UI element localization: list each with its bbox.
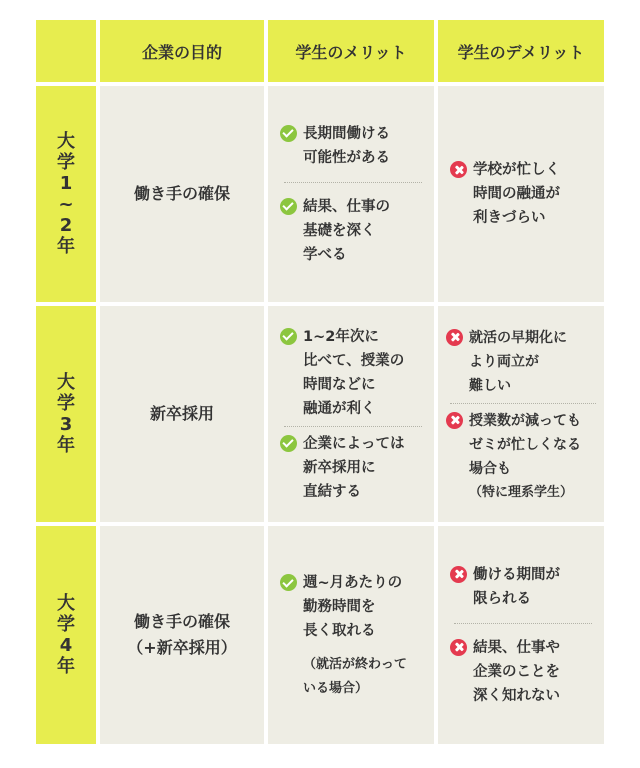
x-circle-icon	[450, 566, 467, 583]
merit-item	[280, 116, 426, 176]
merit-note: （就活が終わって いる場合）	[303, 657, 407, 696]
table-row-year-3	[36, 306, 604, 522]
year-label-3	[36, 306, 96, 522]
demerit-text: 結果、仕事や 企業のことを 深く知れない	[473, 639, 560, 704]
merit-text: 企業によっては 新卒採用に 直結する	[303, 435, 405, 500]
check-circle-icon	[280, 198, 297, 215]
year-label-4	[36, 526, 96, 744]
year-label-char: 2	[59, 215, 73, 236]
demerit-cell	[438, 86, 604, 302]
purpose-cell: 働き手の確保 （+新卒採用）	[100, 526, 264, 744]
year-label-1-2	[36, 86, 96, 302]
demerit-text: 学校が忙しく 時間の融通が 利きづらい	[473, 162, 560, 226]
year-label-char: 年	[57, 236, 75, 257]
year-label-char: 1	[59, 173, 73, 194]
merit-cell	[268, 86, 434, 302]
year-label-char: 大	[57, 372, 75, 393]
merit-item	[280, 430, 426, 506]
demerit-text: 就活の早期化に より両立が 難しい	[469, 329, 567, 394]
year-label-char: 3	[59, 414, 73, 435]
check-circle-icon	[280, 574, 297, 591]
year-label-char: 年	[57, 656, 75, 677]
merit-item	[280, 323, 426, 423]
merit-cell	[268, 306, 434, 522]
x-circle-icon	[446, 412, 463, 429]
year-label-char: 大	[57, 131, 75, 152]
dotted-divider	[284, 426, 422, 427]
merit-item	[280, 565, 426, 649]
check-circle-icon	[280, 435, 297, 452]
x-circle-icon	[446, 329, 463, 346]
demerit-text: 授業数が減っても ゼミが忙しくなる 場合も	[469, 412, 581, 477]
year-label-char: 大	[57, 593, 75, 614]
x-circle-icon	[450, 639, 467, 656]
demerit-item	[450, 557, 596, 617]
table-header-row	[36, 20, 604, 82]
dotted-divider	[454, 623, 592, 624]
merit-text: 結果、仕事の 基礎を深く 学べる	[303, 198, 390, 263]
dotted-divider	[284, 182, 422, 183]
year-label-char: 年	[57, 435, 75, 456]
comparison-table	[36, 20, 604, 744]
header-corner	[36, 20, 96, 82]
year-label-char: 学	[57, 393, 75, 414]
year-label-char: 学	[57, 614, 75, 635]
demerit-cell	[438, 306, 604, 522]
dotted-divider	[450, 403, 596, 404]
demerit-item	[450, 152, 596, 236]
demerit-item	[446, 324, 600, 400]
demerit-item	[450, 630, 596, 714]
merit-text: 1~2年次に 比べて、授業の 時間などに 融通が利く	[303, 328, 405, 417]
table-row-year-4	[36, 526, 604, 744]
purpose-cell: 新卒採用	[100, 306, 264, 522]
merit-text: 週~月あたりの 勤務時間を 長く取れる	[303, 575, 403, 639]
x-circle-icon	[450, 161, 467, 178]
merit-item	[280, 189, 426, 273]
demerit-cell	[438, 526, 604, 744]
year-label-char: 学	[57, 152, 75, 173]
demerit-item	[446, 407, 600, 481]
merit-cell	[268, 526, 434, 744]
check-circle-icon	[280, 125, 297, 142]
year-label-char: ~	[58, 194, 74, 215]
header-purpose: 企業の目的	[100, 20, 264, 82]
header-merit: 学生のメリット	[268, 20, 434, 82]
demerit-note: （特に理系学生）	[469, 484, 574, 500]
year-label-char: 4	[59, 635, 73, 656]
merit-text: 長期間働ける 可能性がある	[303, 125, 390, 166]
purpose-cell: 働き手の確保	[100, 86, 264, 302]
table-row-year-1-2	[36, 86, 604, 302]
header-demerit: 学生のデメリット	[438, 20, 604, 82]
check-circle-icon	[280, 328, 297, 345]
demerit-text: 働ける期間が 限られる	[473, 566, 560, 607]
